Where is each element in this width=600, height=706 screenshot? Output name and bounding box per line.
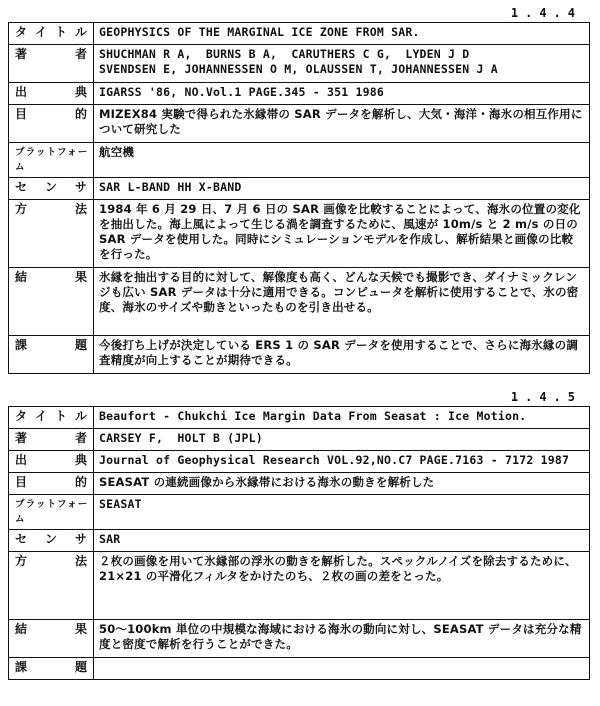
value-authors: SHUCHMAN R A, BURNS B A, CARUTHERS C G, LYDEN J D SVENDSEN E, JOHANNESSEN O M, OLAUSSEN T, JOHANNESSEN J A: [94, 45, 590, 83]
label-authors: 著 者: [9, 429, 94, 451]
label-issue: 課 題: [9, 336, 94, 374]
label-title: タイトル: [9, 23, 94, 45]
row-authors: [9, 45, 590, 83]
label-source: 出 典: [9, 451, 94, 473]
label-result: 結 果: [9, 268, 94, 336]
row-source: [9, 451, 590, 473]
value-platform: SEASAT: [94, 495, 590, 530]
label-purpose: 目 的: [9, 105, 94, 143]
label-issue: 課 題: [9, 658, 94, 680]
label-platform: プラットフォーム: [9, 143, 94, 178]
label-method: 方 法: [9, 552, 94, 620]
label-sensor: センサ: [9, 178, 94, 200]
label-source: 出 典: [9, 83, 94, 105]
value-platform: 航空機: [94, 143, 590, 178]
value-source: Journal of Geophysical Research VOL.92,NO.C7 PAGE.7163 - 7172 1987: [94, 451, 590, 473]
value-result: 50～100km 単位の中規模な海域における海氷の動向に対し、SEASAT データは充分な精度と密度で解析を行うことができた。: [94, 620, 590, 658]
row-issue: [9, 658, 590, 680]
row-purpose: [9, 473, 590, 495]
value-authors: CARSEY F, HOLT B (JPL): [94, 429, 590, 451]
record-number: 1.4.4: [510, 6, 582, 20]
value-source: IGARSS '86, NO.Vol.1 PAGE.345 - 351 1986: [94, 83, 590, 105]
value-title: GEOPHYSICS OF THE MARGINAL ICE ZONE FROM SAR.: [94, 23, 590, 45]
row-sensor: [9, 530, 590, 552]
record-number: 1.4.5: [510, 390, 582, 404]
row-result: [9, 620, 590, 658]
value-sensor: SAR: [94, 530, 590, 552]
value-purpose: MIZEX84 実験で得られた氷縁帯の SAR データを解析し、大気・海洋・海氷の相互作用について研究した: [94, 105, 590, 143]
row-issue: [9, 336, 590, 374]
value-method: 1984 年 6 月 29 日、7 月 6 日の SAR 画像を比較することによって、海氷の位置の変化を抽出した。海上風によって生じる渦を調査するために、風速が 10m/s と 2 m/s の日の SAR データを使用した。同時にシミュレーションモデルを作成し、解析結果と画像の比較を行った。: [94, 200, 590, 268]
record-table: [8, 406, 590, 680]
label-method: 方 法: [9, 200, 94, 268]
label-platform: プラットフォーム: [9, 495, 94, 530]
row-title: [9, 23, 590, 45]
row-result: [9, 268, 590, 336]
label-authors: 著 者: [9, 45, 94, 83]
value-method: ２枚の画像を用いて氷縁部の浮氷の動きを解析した。スペックルノイズを除去するために、21×21 の平滑化フィルタをかけたのち、２枚の画の差をとった。: [94, 552, 590, 620]
label-purpose: 目 的: [9, 473, 94, 495]
row-platform: [9, 495, 590, 530]
value-purpose: SEASAT の連続画像から氷縁帯における海氷の動きを解析した: [94, 473, 590, 495]
row-method: [9, 552, 590, 620]
value-result: 氷縁を抽出する目的に対して、解像度も高く、どんな天候でも撮影でき、ダイナミックレンジも広い SAR データは十分に適用できる。コンピュータを解析に使用することで、氷の密度、海氷のサイズや動きといったものを引き出せる。: [94, 268, 590, 336]
row-platform: [9, 143, 590, 178]
label-title: タイトル: [9, 407, 94, 429]
row-source: [9, 83, 590, 105]
row-title: [9, 407, 590, 429]
label-result: 結 果: [9, 620, 94, 658]
label-sensor: センサ: [9, 530, 94, 552]
value-title: Beaufort - Chukchi Ice Margin Data From Seasat : Ice Motion.: [94, 407, 590, 429]
value-issue: [94, 658, 590, 680]
row-sensor: [9, 178, 590, 200]
record-table: [8, 22, 590, 374]
row-purpose: [9, 105, 590, 143]
value-issue: 今後打ち上げが決定している ERS 1 の SAR データを使用することで、さらに海氷縁の調査精度が向上することが期待できる。: [94, 336, 590, 374]
row-authors: [9, 429, 590, 451]
value-sensor: SAR L-BAND HH X-BAND: [94, 178, 590, 200]
row-method: [9, 200, 590, 268]
